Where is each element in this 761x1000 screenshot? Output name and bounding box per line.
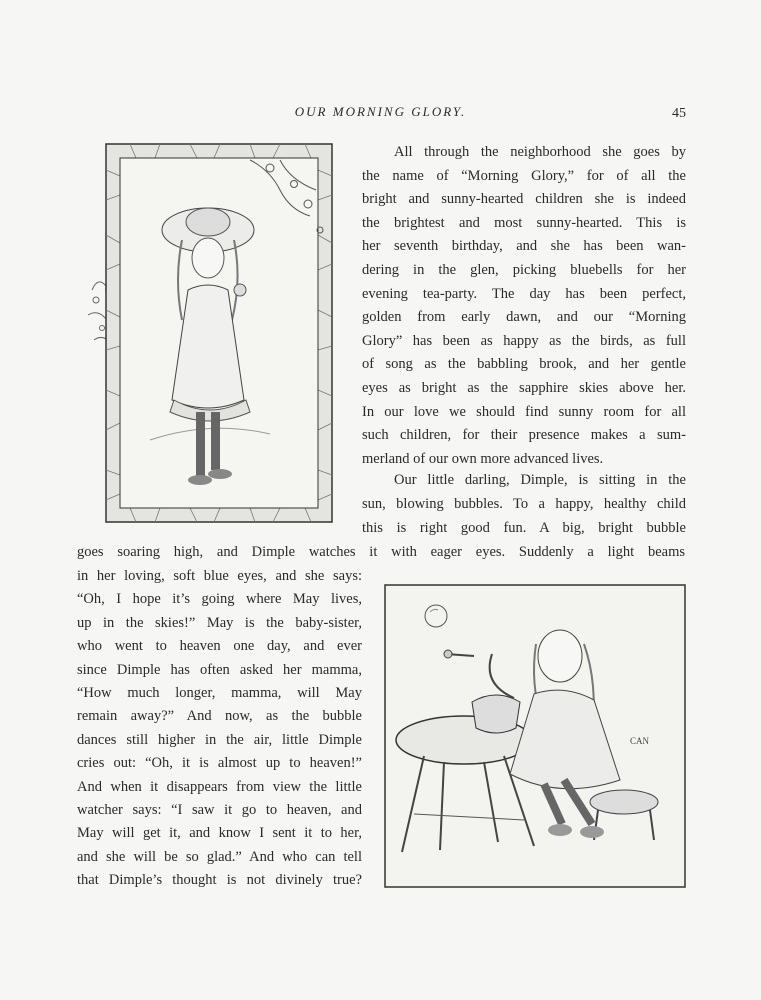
text-line [362, 451, 686, 467]
text-line-content: “How much longer, mamma, will May [77, 685, 362, 701]
full-width-text: goes soaring high, and Dimple watches it with eager eyes. Suddenly a light beams [77, 544, 685, 560]
text-line [77, 615, 362, 631]
text-line-content: that Dimple’s thought is not divinely true? [77, 872, 362, 889]
text-line [77, 779, 362, 795]
text-line [362, 191, 686, 207]
text-line-content: dering in the glen, picking bluebells for her [362, 262, 686, 278]
text-line-content: cries out: “Oh, it is almost up to heaven!” [77, 755, 362, 772]
text-line [77, 638, 362, 654]
text-line [77, 708, 362, 724]
text-line-content: up in the skies!” May is the baby-sister, [77, 614, 362, 631]
text-line [362, 286, 686, 302]
text-line [77, 591, 362, 607]
text-line [394, 144, 686, 160]
text-line [362, 262, 686, 278]
text-line-content: eyes as bright as the sapphire skies above her. [362, 380, 686, 396]
text-line-content: in her loving, soft blue eyes, and she says: [77, 568, 362, 584]
text-line [77, 802, 362, 818]
text-line [362, 520, 686, 536]
text-line [77, 872, 362, 888]
text-line-content: merland of our own more advanced lives. [362, 450, 604, 467]
text-line [77, 685, 362, 701]
text-line [77, 755, 362, 771]
text-line [362, 168, 686, 184]
text-line [394, 472, 686, 488]
text-line [77, 849, 362, 865]
text-line-content: the name of “Morning Glory,” for of all the [362, 167, 686, 184]
text-line [362, 380, 686, 396]
text-line-content: Our little darling, Dimple, is sitting in the [394, 472, 686, 488]
text-line-content: her seventh birthday, and she has been wan- [362, 238, 686, 255]
text-line [362, 496, 686, 512]
text-line [362, 309, 686, 325]
text-line-content: remain away?” And now, as the bubble [77, 708, 362, 725]
text-line-content: evening tea-party. The day has been perfect, [362, 285, 686, 302]
text-line-content: and she will be so glad.” And who can tell [77, 848, 362, 865]
text-line-content: In our love we should find sunny room for all [362, 403, 686, 420]
text-line [77, 732, 362, 748]
text-line-content: who went to heaven one day, and ever [77, 638, 362, 655]
text-line-content: dances still higher in the air, little Dimple [77, 731, 362, 748]
text-line [362, 427, 686, 443]
artist-signature: CAN [630, 736, 650, 746]
page-header-title: OUR MORNING GLORY. [294, 104, 467, 119]
text-line-content: “Oh, I hope it’s going where May lives, [77, 591, 362, 608]
text-line-content: bright and sunny-hearted children she is indeed [362, 191, 686, 208]
text-line-content: golden from early dawn, and our “Morning [362, 309, 686, 326]
text-line-content: of song as the babbling brook, and her gentle [362, 356, 686, 373]
text-line-content: since Dimple has often asked her mamma, [77, 661, 362, 678]
girl-illustration [80, 140, 340, 530]
text-line-content: the brightest and most sunny-hearted. This is [362, 214, 686, 231]
text-line-content: sun, blowing bubbles. To a happy, healthy child [362, 496, 686, 512]
text-line [77, 568, 362, 584]
paragraph-2-full-line [77, 544, 685, 560]
text-line [77, 662, 362, 678]
text-line [362, 238, 686, 254]
text-line-content: watcher says: “I saw it go to heaven, and [77, 802, 362, 818]
text-line-content: Glory” has been as happy as the birds, as full [362, 332, 686, 349]
text-line [362, 404, 686, 420]
text-line-content: this is right good fun. A big, bright bubble [362, 520, 686, 536]
text-line [77, 825, 362, 841]
text-line [362, 333, 686, 349]
text-line [362, 215, 686, 231]
text-line-content: And when it disappears from view the little [77, 778, 362, 795]
text-line [362, 356, 686, 372]
page-number: 45 [672, 106, 686, 121]
text-line-content: May will get it, and know I sent it to her, [77, 825, 362, 842]
text-line-content: All through the neighborhood she goes by [394, 144, 686, 160]
bubble-illustration [384, 584, 686, 888]
text-line-content: such children, for their presence makes a sum- [362, 427, 686, 444]
